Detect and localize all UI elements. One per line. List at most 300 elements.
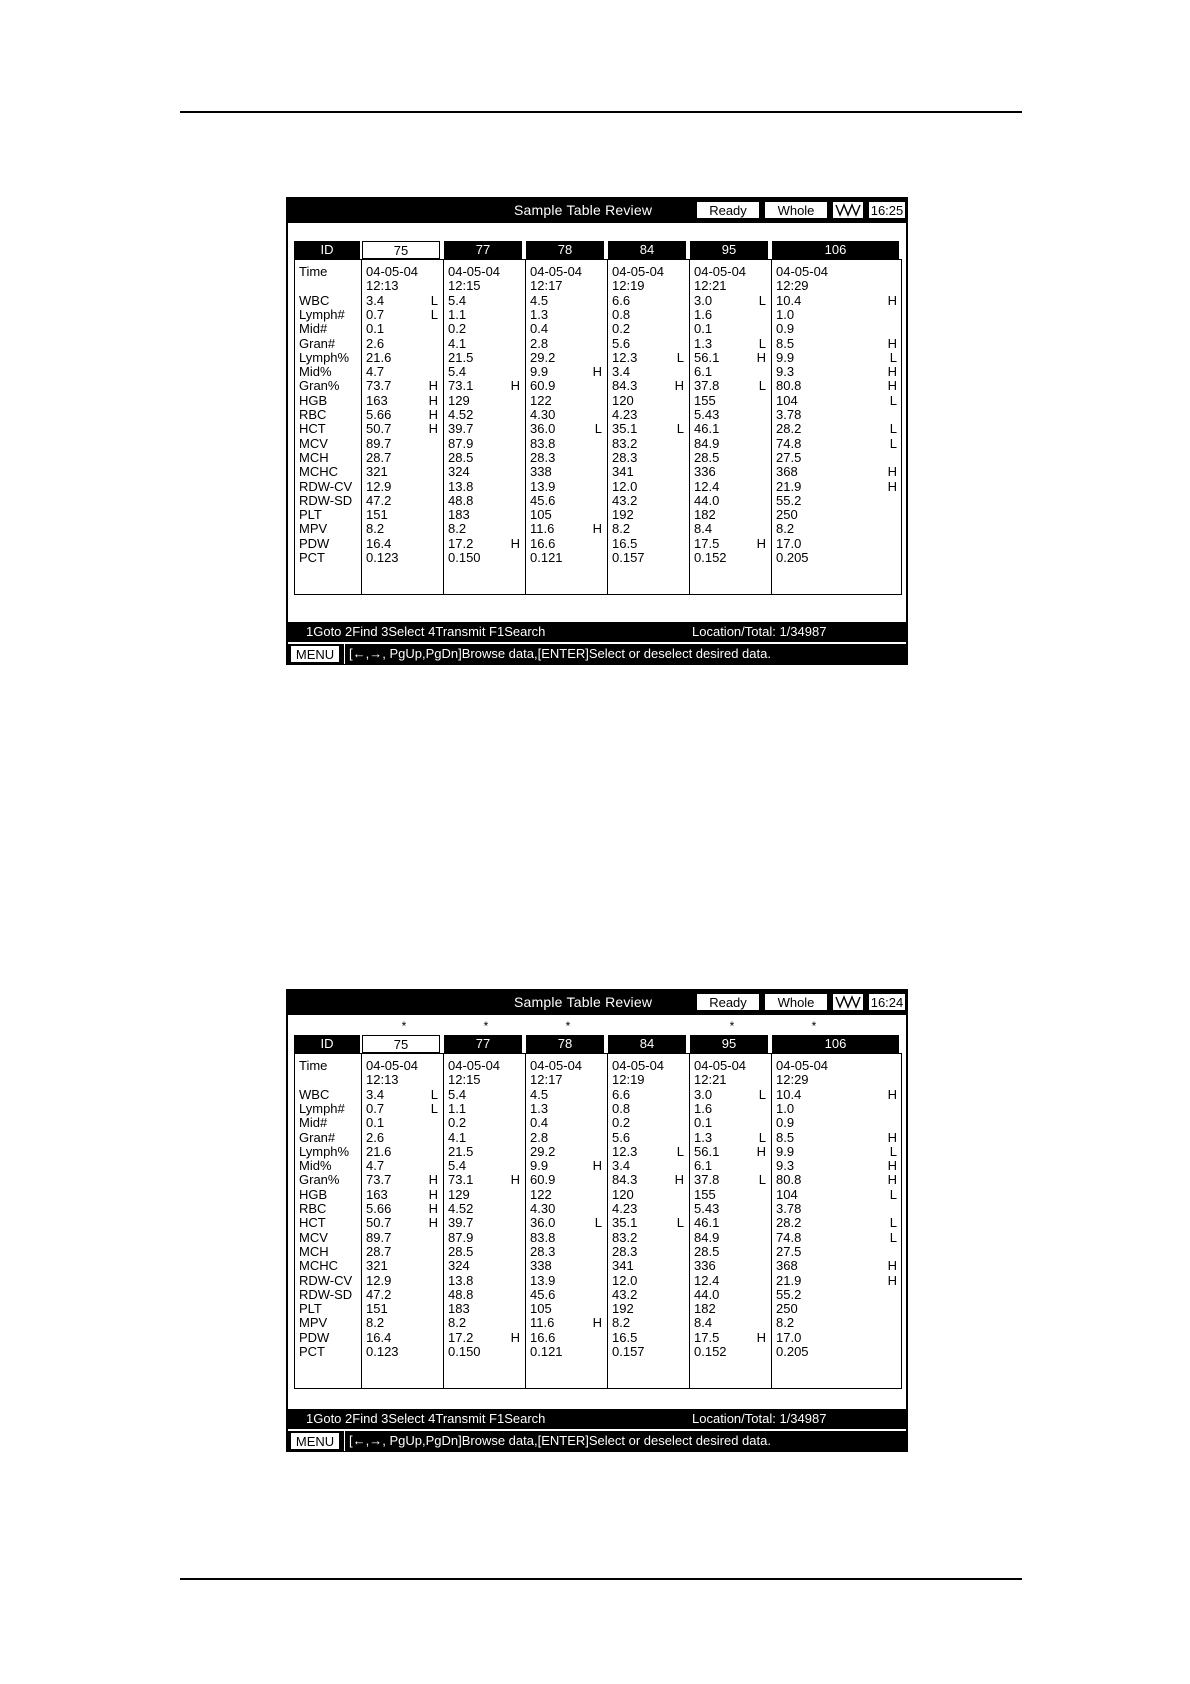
result-value: 4.1 (448, 1129, 467, 1145)
sample-time: 12:17 (530, 278, 563, 294)
result-cell (530, 550, 602, 565)
result-value: 182 (694, 1301, 716, 1317)
result-value: 0.2 (448, 1115, 467, 1131)
result-cell (448, 1158, 520, 1173)
sample-id-header[interactable]: 77 (444, 1035, 522, 1053)
result-value: 16.5 (612, 535, 638, 551)
result-value: 35.1 (612, 1215, 638, 1231)
result-flag: H (756, 349, 766, 365)
sample-time: 12:13 (366, 1072, 399, 1088)
result-value: 8.2 (612, 1315, 631, 1331)
sample-table-screen-2 (286, 989, 908, 1452)
result-value: 21.5 (448, 1143, 474, 1159)
result-cell (694, 536, 766, 551)
result-value: 5.4 (448, 1086, 467, 1102)
parameter-label: Gran# (299, 1129, 336, 1145)
result-flag: L (889, 1143, 897, 1159)
result-value: 1.1 (448, 1100, 467, 1116)
result-value: 16.5 (612, 1329, 638, 1345)
parameter-label: Mid% (299, 1158, 332, 1174)
result-cell (366, 336, 438, 351)
result-value: 21.9 (776, 478, 802, 494)
result-value: 8.2 (366, 1315, 385, 1331)
result-value: 368 (776, 1258, 798, 1274)
result-cell (366, 307, 438, 322)
result-value: 39.7 (448, 421, 474, 437)
result-cell (612, 421, 684, 436)
result-value: 1.1 (448, 306, 467, 322)
parameter-label: Lymph# (299, 306, 345, 322)
result-cell (530, 1158, 602, 1173)
result-value: 45.6 (530, 1286, 556, 1302)
result-value: 27.5 (776, 449, 802, 465)
result-value: 50.7 (366, 421, 392, 437)
result-value: 21.5 (448, 349, 474, 365)
result-cell (530, 1273, 602, 1288)
result-cell (694, 1115, 766, 1130)
result-cell (776, 321, 897, 336)
result-value: 29.2 (530, 349, 556, 365)
result-cell (694, 1215, 766, 1230)
result-value: 105 (530, 1301, 552, 1317)
result-value: 60.9 (530, 378, 556, 394)
result-cell (448, 1201, 520, 1216)
result-value: 192 (612, 507, 634, 523)
result-cell (448, 307, 520, 322)
result-value: 4.30 (530, 1201, 556, 1216)
sample-id-header[interactable]: 95 (690, 1035, 768, 1053)
sample-time: 12:13 (366, 278, 399, 294)
result-value: 11.6 (530, 1315, 555, 1331)
result-value: 27.5 (776, 1243, 802, 1259)
parameter-label: Gran# (299, 335, 336, 351)
sample-date: 04-05-04 (530, 1058, 583, 1073)
result-cell (776, 1244, 897, 1259)
sample-date: 04-05-04 (694, 264, 747, 279)
result-cell (776, 293, 897, 308)
sample-time: 12:21 (694, 1072, 727, 1088)
location-total: Location/Total: 1/34987 (692, 624, 827, 639)
sample-column[interactable] (443, 1054, 526, 1388)
result-flag: H (674, 1172, 684, 1188)
result-value: 0.121 (530, 1344, 563, 1359)
result-value: 1.6 (694, 306, 713, 322)
result-cell (694, 1187, 766, 1202)
menu-button[interactable]: MENU (290, 645, 340, 663)
result-cell (694, 307, 766, 322)
result-value: 155 (694, 392, 716, 408)
result-value: 12.4 (694, 1272, 720, 1288)
result-cell (366, 393, 438, 408)
parameter-label: Lymph% (299, 1143, 350, 1159)
result-cell (694, 1087, 766, 1102)
clock: 16:24 (868, 993, 906, 1011)
result-cell (612, 1087, 684, 1102)
sample-id-header[interactable]: 75 (362, 241, 440, 259)
result-value: 0.157 (612, 1344, 645, 1359)
sample-table (294, 241, 902, 595)
result-value: 5.43 (694, 1201, 720, 1216)
result-flag: L (676, 1143, 684, 1159)
sample-id-header[interactable]: 84 (608, 241, 686, 259)
result-value: 10.4 (776, 292, 802, 308)
result-value: 8.4 (694, 1315, 713, 1331)
result-cell (448, 1215, 520, 1230)
result-cell (694, 1230, 766, 1245)
result-flag: H (428, 392, 438, 408)
result-value: 8.5 (776, 1129, 795, 1145)
result-cell (448, 493, 520, 508)
selected-marker: * (565, 1019, 571, 1033)
parameter-label: MCH (299, 449, 329, 465)
result-value: 55.2 (776, 1286, 802, 1302)
result-value: 120 (612, 1186, 634, 1202)
sample-id-header[interactable]: 78 (526, 241, 604, 259)
result-cell (694, 507, 766, 522)
result-cell (776, 1330, 897, 1345)
parameter-label: Time (299, 1058, 328, 1073)
sample-column[interactable] (771, 1054, 903, 1388)
result-cell (694, 1273, 766, 1288)
result-flag: H (592, 364, 602, 380)
help-text: [←,→, PgUp,PgDn]Browse data,[ENTER]Select or deselect desired data. (344, 644, 771, 664)
help-bar (288, 1431, 906, 1451)
result-value: 56.1 (694, 1143, 720, 1159)
result-cell (776, 1087, 897, 1102)
result-value: 73.1 (448, 378, 474, 394)
result-cell (366, 1144, 438, 1159)
result-value: 183 (448, 507, 470, 523)
parameter-label: RBC (299, 1201, 327, 1216)
result-cell (776, 1301, 897, 1316)
result-cell (776, 350, 897, 365)
result-cell (612, 321, 684, 336)
result-value: 84.3 (612, 378, 638, 394)
mode-indicator: Whole (764, 201, 828, 219)
result-value: 0.152 (694, 550, 727, 565)
result-flag: L (758, 1172, 766, 1188)
selected-marker: * (729, 1019, 735, 1033)
result-value: 37.8 (694, 1172, 720, 1188)
parameter-label: MCV (299, 1229, 328, 1245)
result-value: 4.52 (448, 1201, 474, 1216)
result-value: 48.8 (448, 1286, 474, 1302)
result-cell (776, 450, 897, 465)
waveform-icon (832, 201, 864, 219)
waveform-icon (832, 993, 864, 1011)
sample-date: 04-05-04 (776, 264, 829, 279)
result-cell (694, 1244, 766, 1259)
result-flag: H (887, 378, 897, 394)
result-cell (694, 336, 766, 351)
result-flag: H (756, 1143, 766, 1159)
result-value: 28.2 (776, 1215, 802, 1231)
result-value: 1.0 (776, 1100, 795, 1116)
parameter-label: HCT (299, 1215, 326, 1231)
result-value: 324 (448, 464, 470, 480)
result-value: 183 (448, 1301, 470, 1317)
sample-column[interactable] (607, 1054, 690, 1388)
result-cell (694, 450, 766, 465)
result-cell (694, 364, 766, 379)
result-flag: L (430, 1086, 438, 1102)
sample-id-header[interactable]: 84 (608, 1035, 686, 1053)
result-cell (612, 521, 684, 536)
sample-table (294, 1019, 902, 1389)
result-cell (366, 1087, 438, 1102)
result-cell (776, 1344, 897, 1359)
result-cell (530, 1244, 602, 1259)
parameter-label: HGB (299, 392, 328, 408)
parameter-label: PCT (299, 550, 325, 565)
result-cell (366, 1215, 438, 1230)
result-value: 129 (448, 1186, 470, 1202)
clock: 16:25 (868, 201, 906, 219)
result-value: 0.1 (366, 1115, 385, 1131)
result-value: 5.6 (612, 335, 631, 351)
parameter-label: PCT (299, 1344, 325, 1359)
sample-column[interactable] (689, 1054, 772, 1388)
title-bar (288, 199, 906, 223)
sample-id-header[interactable]: 95 (690, 241, 768, 259)
result-cell (530, 321, 602, 336)
result-cell (612, 1230, 684, 1245)
result-cell (366, 350, 438, 365)
result-value: 155 (694, 1186, 716, 1202)
result-value: 0.7 (366, 1100, 385, 1116)
result-value: 3.0 (694, 292, 713, 308)
result-value: 21.6 (366, 349, 392, 365)
result-value: 45.6 (530, 492, 556, 508)
result-cell (530, 1287, 602, 1302)
result-value: 4.5 (530, 292, 549, 308)
result-cell (530, 1130, 602, 1145)
result-cell (612, 450, 684, 465)
result-cell (366, 378, 438, 393)
result-value: 28.5 (694, 1243, 720, 1259)
sample-column[interactable] (361, 1054, 444, 1388)
sample-id-header[interactable]: 77 (444, 241, 522, 259)
result-cell (448, 536, 520, 551)
result-cell (448, 1130, 520, 1145)
result-flag: H (887, 1086, 897, 1102)
parameter-label: RDW-SD (299, 1286, 353, 1302)
result-flag: H (674, 378, 684, 394)
sample-column[interactable] (771, 260, 903, 594)
result-cell (776, 521, 897, 536)
result-cell (366, 1244, 438, 1259)
result-cell (612, 493, 684, 508)
parameter-label: HCT (299, 421, 326, 437)
result-value: 74.8 (776, 435, 802, 451)
sample-table-screen-1 (286, 197, 908, 665)
parameter-label: MCH (299, 1243, 329, 1259)
parameter-label: Gran% (299, 378, 340, 394)
result-cell (448, 407, 520, 422)
result-flag: H (887, 1129, 897, 1145)
result-value: 17.5 (694, 1329, 720, 1345)
result-cell (776, 1130, 897, 1145)
result-cell (366, 1101, 438, 1116)
result-cell (448, 1115, 520, 1130)
result-value: 12.3 (612, 1143, 638, 1159)
result-cell (448, 321, 520, 336)
result-cell (530, 1172, 602, 1187)
menu-button[interactable]: MENU (290, 1432, 340, 1450)
result-value: 368 (776, 464, 798, 480)
result-cell (612, 1201, 684, 1216)
result-value: 12.9 (366, 478, 392, 494)
result-cell (530, 493, 602, 508)
result-value: 12.4 (694, 478, 720, 494)
result-value: 151 (366, 507, 388, 523)
parameter-label: Time (299, 264, 328, 279)
result-cell (612, 350, 684, 365)
result-value: 12.3 (612, 349, 638, 365)
result-value: 8.2 (776, 1315, 795, 1331)
result-value: 3.78 (776, 1201, 802, 1216)
result-value: 129 (448, 392, 470, 408)
result-value: 4.30 (530, 407, 556, 422)
result-cell (612, 1158, 684, 1173)
result-cell (776, 507, 897, 522)
result-cell (448, 1172, 520, 1187)
sample-column[interactable] (525, 1054, 608, 1388)
result-cell (612, 436, 684, 451)
sample-id-header[interactable]: 75 (362, 1035, 440, 1053)
result-value: 4.1 (448, 335, 467, 351)
result-value: 87.9 (448, 1229, 474, 1245)
sample-time: 12:29 (776, 1072, 809, 1088)
result-value: 3.4 (366, 1086, 385, 1102)
result-value: 5.66 (366, 1201, 392, 1216)
result-value: 4.7 (366, 364, 385, 380)
result-cell (530, 293, 602, 308)
result-value: 87.9 (448, 435, 474, 451)
result-cell (776, 464, 897, 479)
result-cell (612, 378, 684, 393)
selected-marker: * (401, 1019, 407, 1033)
sample-column[interactable] (361, 260, 444, 594)
result-cell (694, 464, 766, 479)
result-value: 163 (366, 392, 388, 408)
result-value: 50.7 (366, 1215, 392, 1231)
result-value: 0.2 (612, 321, 631, 337)
result-value: 36.0 (530, 421, 556, 437)
result-cell (530, 393, 602, 408)
parameter-label: PLT (299, 1301, 322, 1317)
sample-grid (294, 259, 902, 595)
result-flag: L (889, 435, 897, 451)
result-value: 104 (776, 392, 798, 408)
result-value: 0.8 (612, 1100, 631, 1116)
sample-column[interactable] (443, 260, 526, 594)
result-cell (694, 350, 766, 365)
result-cell (694, 550, 766, 565)
sample-id-header[interactable]: 106 (772, 1035, 899, 1053)
sample-column[interactable] (607, 260, 690, 594)
result-cell (694, 1258, 766, 1273)
result-cell (448, 378, 520, 393)
result-cell (530, 1115, 602, 1130)
result-cell (366, 1172, 438, 1187)
result-cell (366, 507, 438, 522)
result-cell (448, 1087, 520, 1102)
result-cell (366, 1115, 438, 1130)
result-value: 0.157 (612, 550, 645, 565)
result-cell (366, 1344, 438, 1359)
result-flag: H (510, 535, 520, 551)
result-cell (366, 1130, 438, 1145)
result-cell (448, 1187, 520, 1202)
result-flag: H (428, 378, 438, 394)
sample-column[interactable] (689, 260, 772, 594)
sample-id-header[interactable]: 78 (526, 1035, 604, 1053)
result-cell (366, 1230, 438, 1245)
result-value: 3.4 (366, 292, 385, 308)
function-keys[interactable]: 1Goto 2Find 3Select 4Transmit F1Search (306, 1411, 546, 1426)
result-cell (776, 1273, 897, 1288)
result-value: 35.1 (612, 421, 638, 437)
result-flag: L (430, 292, 438, 308)
result-cell (612, 479, 684, 494)
result-cell (530, 1101, 602, 1116)
result-cell (366, 550, 438, 565)
result-flag: H (428, 1186, 438, 1202)
sample-time: 12:15 (448, 278, 481, 294)
function-key-bar (288, 1409, 906, 1429)
result-value: 1.3 (694, 335, 713, 351)
result-value: 5.6 (612, 1129, 631, 1145)
result-cell (530, 1330, 602, 1345)
result-value: 0.123 (366, 1344, 399, 1359)
parameter-label: Lymph# (299, 1100, 345, 1116)
result-value: 4.52 (448, 407, 474, 422)
result-cell (776, 364, 897, 379)
result-cell (694, 1201, 766, 1216)
result-cell (694, 321, 766, 336)
result-value: 83.2 (612, 1229, 638, 1245)
result-cell (366, 1273, 438, 1288)
result-value: 5.4 (448, 1158, 467, 1174)
sample-id-header[interactable]: 106 (772, 241, 899, 259)
sample-column[interactable] (525, 260, 608, 594)
function-keys[interactable]: 1Goto 2Find 3Select 4Transmit F1Search (306, 624, 546, 639)
parameter-label-column (295, 260, 361, 594)
result-value: 83.8 (530, 435, 556, 451)
result-cell (612, 550, 684, 565)
result-flag: H (887, 364, 897, 380)
result-cell (776, 1315, 897, 1330)
result-cell (530, 336, 602, 351)
result-cell (612, 1187, 684, 1202)
result-value: 89.7 (366, 435, 392, 451)
parameter-label-column (295, 1054, 361, 1388)
result-cell (530, 407, 602, 422)
result-flag: L (758, 1129, 766, 1145)
result-flag: H (887, 1172, 897, 1188)
result-value: 28.7 (366, 449, 392, 465)
page-header-rule (180, 111, 1022, 113)
result-value: 338 (530, 1258, 552, 1274)
result-flag: H (428, 1201, 438, 1216)
result-value: 2.8 (530, 335, 549, 351)
result-flag: L (889, 349, 897, 365)
result-cell (694, 378, 766, 393)
result-cell (694, 293, 766, 308)
result-value: 84.9 (694, 1229, 720, 1245)
result-value: 5.4 (448, 364, 467, 380)
